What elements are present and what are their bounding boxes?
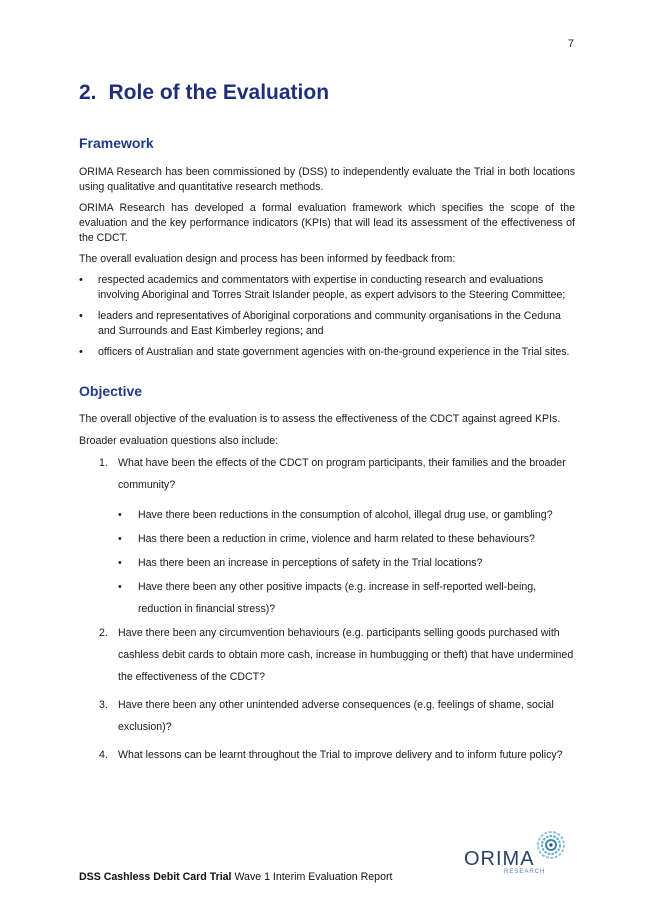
section-title-text: Role of the Evaluation	[108, 81, 330, 104]
objective-heading: Objective	[79, 383, 143, 399]
list-item: • leaders and representatives of Aboriginal corporations and community organisations in the Ceduna and Surrounds and East Kimberley regions; and	[79, 309, 575, 339]
sub-question-item: • Has there been a reduction in crime, violence and harm related to these behaviours?	[118, 528, 575, 550]
footer-title-rest: Wave 1 Interim Evaluation Report	[231, 871, 393, 883]
list-item: • officers of Australian and state government agencies with on-the-ground experience in the Trial sites.	[79, 345, 575, 360]
objective-paragraph-1: The overall objective of the evaluation is to assess the effectiveness of the CDCT against agreed KPIs.	[79, 413, 561, 425]
question-item	[79, 744, 575, 766]
objective-paragraph-2: Broader evaluation questions also include:	[79, 435, 279, 447]
sub-question-item: • Has there been an increase in perceptions of safety in the Trial locations?	[118, 552, 575, 574]
question-item	[79, 622, 575, 688]
question-text: What have been the effects of the CDCT on program participants, their families and the broader community?	[118, 457, 566, 491]
question-number: 4.	[99, 749, 108, 761]
section-number: 2.	[79, 81, 97, 104]
question-text: Have there been any other unintended adverse consequences (e.g. feelings of shame, social exclusion)?	[118, 699, 554, 733]
evaluation-questions-list	[79, 452, 575, 766]
framework-heading: Framework	[79, 135, 154, 151]
logo-subtext: RESEARCH	[504, 869, 546, 875]
list-item: • respected academics and commentators with expertise in conducting research and evaluations involving Aboriginal and Torres Strait Islander people, as expert advisors to the Steering Committee;	[79, 273, 575, 303]
sub-question-item: • Have there been reductions in the consumption of alcohol, illegal drug use, or gambling?	[118, 504, 575, 526]
orima-logo	[464, 830, 574, 880]
concentric-rings-icon	[536, 830, 566, 860]
question-number: 2.	[99, 627, 108, 639]
footer-title-bold: DSS Cashless Debit Card Trial	[79, 871, 232, 883]
sub-question-item: • Have there been any other positive impacts (e.g. increase in self-reported well-being, reduction in financial stress)?	[118, 576, 575, 620]
framework-paragraph-2: ORIMA Research has developed a formal evaluation framework which specifies the scope of the evaluation and the key performance indicators (KPIs) that will lead its assessment of the effectiveness of the CDCT.	[79, 202, 575, 244]
question-number: 1.	[99, 457, 108, 469]
section-title	[79, 80, 575, 106]
page-content	[79, 80, 575, 766]
question-text: What lessons can be learnt throughout the Trial to improve delivery and to inform future policy?	[118, 749, 563, 761]
logo-wordmark: ORIMA	[464, 848, 535, 870]
page-footer	[79, 871, 392, 883]
page-number: 7	[567, 38, 574, 50]
framework-paragraph-1: ORIMA Research has been commissioned by (DSS) to independently evaluate the Trial in both locations using qualitative and quantitative research methods.	[79, 166, 575, 193]
feedback-sources-list	[79, 273, 575, 360]
question-item	[79, 694, 575, 738]
sub-question-list	[118, 504, 575, 620]
question-text: Have there been any circumvention behaviours (e.g. participants selling goods purchased with cashless debit cards to obtain more cash, increase in humbugging or theft) that have undermined the effectiveness of the CDCT?	[118, 627, 574, 683]
framework-paragraph-3: The overall evaluation design and process has been informed by feedback from:	[79, 253, 456, 265]
question-number: 3.	[99, 699, 108, 711]
question-item	[79, 452, 575, 620]
